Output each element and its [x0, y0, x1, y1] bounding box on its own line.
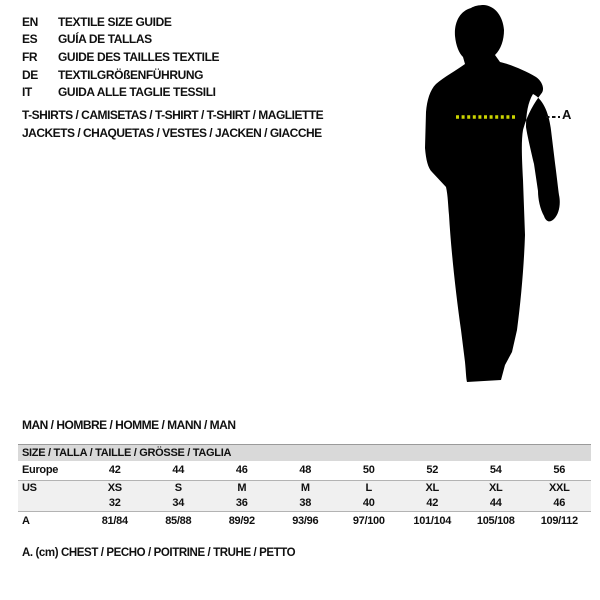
size-cell: XXL — [549, 482, 570, 494]
size-cell: 109/112 — [540, 515, 578, 527]
size-cell: M — [237, 482, 247, 494]
category-line-jackets: JACKETS / CHAQUETAS / VESTES / JACKEN / GIACCHE — [22, 126, 322, 140]
language-row-en — [22, 13, 219, 31]
size-cell: 40 — [362, 497, 375, 509]
row-label: Europe — [22, 464, 59, 476]
size-cell: 101/104 — [413, 515, 452, 527]
size-cell: 36 — [235, 497, 248, 509]
size-cell: 38 — [299, 497, 312, 509]
size-cell: S — [174, 482, 182, 494]
man-silhouette-graphic — [412, 0, 600, 400]
size-table — [18, 444, 591, 531]
measurement-footnote: A. (cm) CHEST / PECHO / POITRINE / TRUHE / PETTO — [22, 547, 296, 559]
category-line-tshirts: T-SHIRTS / CAMISETAS / T-SHIRT / T-SHIRT / MAGLIETTE — [22, 108, 324, 122]
size-cell: 56 — [553, 464, 566, 476]
language-row-fr — [22, 48, 219, 66]
table-row-numeric — [18, 496, 591, 512]
language-code: FR — [22, 49, 38, 64]
language-label: TEXTILE SIZE GUIDE — [58, 14, 172, 29]
size-figure — [412, 0, 600, 400]
language-code: EN — [22, 14, 38, 29]
language-label: GUIDE DES TAILLES TEXTILE — [58, 49, 220, 64]
table-row-chest-cm — [18, 512, 591, 531]
size-cell: 93/96 — [292, 515, 319, 527]
table-row-us — [18, 481, 591, 496]
size-cell: 46 — [553, 497, 566, 509]
size-cell: 44 — [172, 464, 185, 476]
language-code: ES — [22, 32, 38, 47]
language-list — [22, 13, 219, 101]
language-label: TEXTILGRÖßENFÜHRUNG — [58, 67, 204, 82]
size-cell: 105/108 — [476, 515, 515, 527]
row-label: US — [22, 482, 37, 494]
size-cell: 50 — [362, 464, 375, 476]
row-label — [18, 496, 83, 511]
size-cell: 42 — [426, 497, 439, 509]
section-title-man: MAN / HOMBRE / HOMME / MANN / MAN — [22, 418, 236, 432]
table-row-europe — [18, 461, 591, 481]
size-cell: XS — [107, 482, 122, 494]
language-row-it — [22, 83, 219, 101]
size-cell: 52 — [426, 464, 439, 476]
size-cell: 32 — [108, 497, 121, 509]
size-cell: 54 — [489, 464, 502, 476]
row-label: A — [22, 515, 30, 527]
language-label: GUÍA DE TALLAS — [58, 32, 152, 47]
size-cell: XL — [425, 482, 439, 494]
size-cell: 34 — [172, 497, 185, 509]
size-cell: L — [365, 482, 372, 494]
size-cell: 89/92 — [228, 515, 255, 527]
size-table-header: SIZE / TALLA / TAILLE / GRÖSSE / TAGLIA — [18, 444, 591, 461]
size-cell: XL — [489, 482, 503, 494]
language-label: GUIDA ALLE TAGLIE TESSILI — [58, 85, 216, 100]
language-row-es — [22, 31, 219, 49]
size-cell: 81/84 — [101, 515, 128, 527]
size-cell: 97/100 — [352, 515, 385, 527]
man-silhouette — [425, 5, 560, 382]
measure-label-a: A — [562, 107, 572, 122]
size-cell: M — [300, 482, 310, 494]
size-cell: 85/88 — [165, 515, 192, 527]
language-code: DE — [22, 67, 38, 82]
size-cell: 46 — [235, 464, 248, 476]
size-cell: 48 — [299, 464, 312, 476]
language-code: IT — [22, 85, 32, 100]
category-lines — [22, 106, 323, 142]
size-cell: 44 — [489, 497, 502, 509]
language-row-de — [22, 66, 219, 84]
size-cell: 42 — [108, 464, 121, 476]
